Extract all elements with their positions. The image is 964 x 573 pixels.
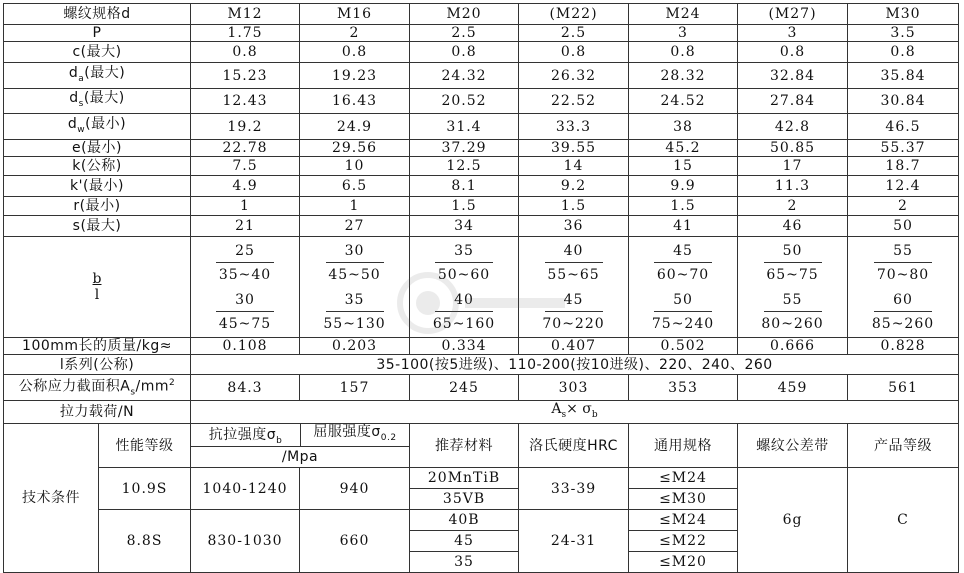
b-l-pair xyxy=(631,239,735,335)
b-l-fraction-2 xyxy=(302,292,407,333)
row-label-p xyxy=(4,25,191,42)
cell-k-prime-m22: 9.2 xyxy=(519,176,629,197)
cell-dw-m24: 38 xyxy=(629,114,738,140)
tolerance-value: 6g xyxy=(738,468,848,573)
b-l-fraction-1 xyxy=(521,243,626,284)
b-l-fraction-1 xyxy=(302,243,407,284)
cell-c-m20: 0.8 xyxy=(410,42,519,63)
material-item: 45 xyxy=(410,531,518,552)
tech-header-product-grade: 产品等级 xyxy=(848,424,959,468)
cell-ds-m30: 30.84 xyxy=(848,89,959,114)
row-label-subscript: w xyxy=(77,124,86,135)
cell-p-m22: 2.5 xyxy=(519,25,629,42)
row-label-stress-area xyxy=(4,375,191,401)
b-l-pair xyxy=(740,239,845,335)
strength-subheaders xyxy=(191,424,409,447)
formula-a-subscript: s xyxy=(561,410,567,421)
row-label-symbol: d xyxy=(67,115,78,132)
stress-area-unit: /mm xyxy=(135,378,170,395)
b-l-fraction-2 xyxy=(521,292,626,333)
l-range: 55~130 xyxy=(323,316,386,332)
cell-s-m12: 21 xyxy=(191,216,300,237)
row-label-k-prime xyxy=(4,176,191,197)
row-label-s xyxy=(4,216,191,237)
tech-header-spec: 通用规格 xyxy=(629,424,738,468)
b-l-fraction-2 xyxy=(631,292,735,333)
cell-k-prime-m27: 11.3 xyxy=(738,176,848,197)
yield-strength-header xyxy=(301,424,409,449)
cell-s-m20: 34 xyxy=(410,216,519,237)
yield-subscript: 0.2 xyxy=(380,433,397,444)
row-label-qualifier: (最小) xyxy=(83,178,124,194)
cell-mass-m27: 0.666 xyxy=(738,338,848,355)
cell-e-m30: 55.37 xyxy=(848,140,959,157)
material-item: 35 xyxy=(454,554,474,571)
l-label: l xyxy=(94,287,100,303)
row-label-tensile-load: 拉力载荷/N xyxy=(4,401,191,424)
l-range: 65~160 xyxy=(432,316,496,332)
material-item: 35VB xyxy=(442,491,486,508)
row-label-mass: 100mm长的质量/kg≈ xyxy=(4,338,191,355)
cell-ds-m22: 22.52 xyxy=(519,89,629,114)
b-l-fraction-1 xyxy=(740,243,845,284)
tensile-label: 抗拉强度σ xyxy=(208,427,277,444)
cell-ds-m12: 12.43 xyxy=(191,89,300,114)
l-range: 60~70 xyxy=(656,267,710,283)
stress-area-label-text: 公称应力截面积A xyxy=(18,378,131,395)
row-label-l-series: l系列(公称) xyxy=(4,355,191,375)
row-label-symbol: k xyxy=(72,158,81,174)
cell-b-l-m22 xyxy=(519,237,629,338)
cell-c-m27: 0.8 xyxy=(738,42,848,63)
cell-mass-m16: 0.203 xyxy=(300,338,410,355)
cell-da-m16: 19.23 xyxy=(300,63,410,89)
spec-item: ≤M20 xyxy=(659,554,707,571)
b-l-pair xyxy=(302,239,407,335)
cell-s-m30: 50 xyxy=(848,216,959,237)
tech-header-grade: 性能等级 xyxy=(99,424,191,468)
cell-area-m22: 303 xyxy=(519,375,629,401)
row-label-e xyxy=(4,140,191,157)
cell-dw-m12: 19.2 xyxy=(191,114,300,140)
b-l-fraction-1 xyxy=(193,243,297,284)
row-c xyxy=(4,42,959,63)
cell-k-prime-m12: 4.9 xyxy=(191,176,300,197)
cell-k-m27: 17 xyxy=(738,157,848,176)
b-value: 30 xyxy=(216,292,274,312)
row-label-qualifier: (最大) xyxy=(84,64,126,81)
cell-e-m12: 22.78 xyxy=(191,140,300,157)
row-label-symbol: s xyxy=(72,218,81,234)
cell-area-m16: 157 xyxy=(300,375,410,401)
tech-header-hardness: 洛氏硬度HRC xyxy=(519,424,629,468)
cell-k-prime-m24: 9.9 xyxy=(629,176,738,197)
row-label-symbol: e xyxy=(71,140,82,156)
hardness-value: 33-39 xyxy=(519,468,629,510)
yield-label: 屈服强度σ xyxy=(313,424,381,441)
cell-k-m22: 14 xyxy=(519,157,629,176)
tech-header-strength xyxy=(191,424,410,468)
row-label-subscript: s xyxy=(78,98,84,109)
cell-ds-m24: 24.52 xyxy=(629,89,738,114)
cell-r-m22: 1.5 xyxy=(519,197,629,216)
row-stress-area xyxy=(4,375,959,401)
row-label-subscript: a xyxy=(78,73,85,84)
cell-dw-m30: 46.5 xyxy=(848,114,959,140)
cell-e-m22: 39.55 xyxy=(519,140,629,157)
b-l-pair xyxy=(850,239,956,335)
row-label-ds xyxy=(4,89,191,114)
b-value: 25 xyxy=(216,243,274,263)
row-k xyxy=(4,157,959,176)
l-range: 75~240 xyxy=(651,316,715,332)
row-label-qualifier: (最大) xyxy=(83,90,125,107)
spec-list xyxy=(629,468,738,510)
l-range: 80~260 xyxy=(761,316,824,332)
b-value: 40 xyxy=(545,243,603,263)
cell-k-prime-m20: 8.1 xyxy=(410,176,519,197)
grade-value: 10.9S xyxy=(99,468,191,510)
cell-b-l-m16 xyxy=(300,237,410,338)
b-l-fraction-2 xyxy=(193,292,297,333)
row-tech-header xyxy=(4,424,959,468)
stress-area-subscript: s xyxy=(130,387,136,398)
cell-k-prime-m16: 6.5 xyxy=(300,176,410,197)
col-header-m12: M12 xyxy=(191,4,300,25)
cell-k-m24: 15 xyxy=(629,157,738,176)
cell-p-m30: 3.5 xyxy=(848,25,959,42)
b-value: 35 xyxy=(435,243,493,263)
material-list xyxy=(410,468,519,510)
b-l-fraction-1 xyxy=(631,243,735,284)
b-l-fraction-2 xyxy=(850,292,956,333)
yield-value: 660 xyxy=(300,510,410,573)
cell-b-l-m30 xyxy=(848,237,959,338)
cell-tensile-load-formula xyxy=(191,401,959,424)
cell-da-m30: 35.84 xyxy=(848,63,959,89)
tensile-value: 1040-1240 xyxy=(191,468,300,510)
row-label-qualifier: (最小) xyxy=(79,198,121,214)
b-value: 35 xyxy=(326,292,384,312)
cell-k-m30: 18.7 xyxy=(848,157,959,176)
cell-k-m16: 10 xyxy=(300,157,410,176)
cell-r-m20: 1.5 xyxy=(410,197,519,216)
row-label-da xyxy=(4,63,191,89)
cell-dw-m16: 24.9 xyxy=(300,114,410,140)
l-range: 45~75 xyxy=(218,316,272,332)
cell-dw-m20: 31.4 xyxy=(410,114,519,140)
row-label-symbol: d xyxy=(68,64,79,81)
cell-ds-m27: 27.84 xyxy=(738,89,848,114)
cell-p-m20: 2.5 xyxy=(410,25,519,42)
cell-dw-m22: 33.3 xyxy=(519,114,629,140)
row-label-qualifier: (最小) xyxy=(81,140,123,156)
row-label-r xyxy=(4,197,191,216)
l-range: 35~40 xyxy=(218,267,272,283)
b-value: 45 xyxy=(654,243,712,263)
spec-item: ≤M22 xyxy=(629,531,737,552)
l-range: 70~220 xyxy=(542,316,605,332)
row-label-k xyxy=(4,157,191,176)
l-range: 50~60 xyxy=(437,267,491,283)
b-value: 30 xyxy=(326,243,384,263)
l-range: 45~50 xyxy=(328,267,381,283)
material-item: 20MnTiB xyxy=(410,468,518,489)
b-value: 55 xyxy=(764,292,822,312)
cell-mass-m30: 0.828 xyxy=(848,338,959,355)
b-l-fraction-label xyxy=(6,271,188,303)
table-body xyxy=(4,4,959,573)
cell-ds-m16: 16.43 xyxy=(300,89,410,114)
cell-da-m27: 32.84 xyxy=(738,63,848,89)
cell-b-l-m27 xyxy=(738,237,848,338)
cell-dw-m27: 42.8 xyxy=(738,114,848,140)
cell-r-m30: 2 xyxy=(848,197,959,216)
col-header-m22: (M22) xyxy=(519,4,629,25)
cell-l-series-value: 35-100(按5进级)、110-200(按10进级)、220、240、260 xyxy=(191,355,959,375)
b-l-fraction-1 xyxy=(412,243,516,284)
b-l-fraction-2 xyxy=(412,292,516,333)
tech-header-material: 推荐材料 xyxy=(410,424,519,468)
material-item: 40B xyxy=(410,510,518,531)
cell-e-m27: 50.85 xyxy=(738,140,848,157)
col-header-m24: M24 xyxy=(629,4,738,25)
cell-k-m12: 7.5 xyxy=(191,157,300,176)
thread-spec-label: 螺纹规格d xyxy=(4,4,191,25)
cell-e-m20: 37.29 xyxy=(410,140,519,157)
row-label-symbol: d xyxy=(69,90,79,107)
col-header-m30: M30 xyxy=(848,4,959,25)
cell-ds-m20: 20.52 xyxy=(410,89,519,114)
cell-da-m20: 24.32 xyxy=(410,63,519,89)
cell-e-m24: 45.2 xyxy=(629,140,738,157)
cell-da-m22: 26.32 xyxy=(519,63,629,89)
bolt-spec-table xyxy=(3,3,959,573)
row-label-symbol: c xyxy=(72,44,81,60)
cell-r-m12: 1 xyxy=(191,197,300,216)
row-ds xyxy=(4,89,959,114)
cell-c-m16: 0.8 xyxy=(300,42,410,63)
l-range: 70~80 xyxy=(876,267,930,283)
cell-r-m27: 2 xyxy=(738,197,848,216)
cell-c-m12: 0.8 xyxy=(191,42,300,63)
cell-area-m24: 353 xyxy=(629,375,738,401)
cell-mass-m22: 0.407 xyxy=(519,338,629,355)
col-header-m16: M16 xyxy=(300,4,410,25)
product-grade-value: C xyxy=(848,468,959,573)
b-l-fraction-2 xyxy=(740,292,845,333)
spec-item: ≤M30 xyxy=(659,491,707,508)
row-mass xyxy=(4,338,959,355)
cell-area-m30: 561 xyxy=(848,375,959,401)
col-header-m27: (M27) xyxy=(738,4,848,25)
row-label-symbol: r xyxy=(73,198,80,214)
strength-unit: /Mpa xyxy=(281,449,319,466)
cell-c-m30: 0.8 xyxy=(848,42,959,63)
spec-table-container xyxy=(3,3,958,571)
row-s xyxy=(4,216,959,237)
cell-s-m22: 36 xyxy=(519,216,629,237)
row-tensile-load xyxy=(4,401,959,424)
cell-p-m27: 3 xyxy=(738,25,848,42)
cell-c-m22: 0.8 xyxy=(519,42,629,63)
row-label-qualifier: (公称) xyxy=(80,158,122,174)
b-l-pair xyxy=(521,239,626,335)
cell-p-m12: 1.75 xyxy=(191,25,300,42)
tensile-value: 830-1030 xyxy=(191,510,300,573)
cell-area-m27: 459 xyxy=(738,375,848,401)
cell-p-m16: 2 xyxy=(300,25,410,42)
cell-mass-m12: 0.108 xyxy=(191,338,300,355)
cell-area-m20: 245 xyxy=(410,375,519,401)
cell-da-m12: 15.23 xyxy=(191,63,300,89)
row-da xyxy=(4,63,959,89)
l-range: 65~75 xyxy=(766,267,819,283)
row-l-series xyxy=(4,355,959,375)
material-list xyxy=(410,510,519,573)
tech-header-tolerance: 螺纹公差带 xyxy=(738,424,848,468)
spec-list xyxy=(629,510,738,573)
cell-mass-m24: 0.502 xyxy=(629,338,738,355)
row-e xyxy=(4,140,959,157)
row-tech-grade-10-9s xyxy=(4,468,959,510)
hardness-value: 24-31 xyxy=(519,510,629,573)
row-b-over-l xyxy=(4,237,959,338)
row-label-qualifier: (最大) xyxy=(80,44,122,60)
cell-s-m27: 46 xyxy=(738,216,848,237)
formula-sigma-subscript: b xyxy=(591,410,598,421)
b-label: b xyxy=(92,271,102,287)
row-r xyxy=(4,197,959,216)
tensile-strength-header xyxy=(191,424,301,446)
cell-da-m24: 28.32 xyxy=(629,63,738,89)
row-label-c xyxy=(4,42,191,63)
b-value: 50 xyxy=(654,292,712,312)
tech-conditions-label: 技术条件 xyxy=(4,424,99,573)
cell-e-m16: 29.56 xyxy=(300,140,410,157)
b-value: 60 xyxy=(874,292,932,312)
row-label-symbol: P xyxy=(92,25,102,41)
cell-r-m24: 1.5 xyxy=(629,197,738,216)
b-value: 55 xyxy=(874,243,932,263)
cell-b-l-m12 xyxy=(191,237,300,338)
row-label-symbol: k' xyxy=(70,178,84,194)
row-label-b-l xyxy=(4,237,191,338)
row-label-dw xyxy=(4,114,191,140)
col-header-m20: M20 xyxy=(410,4,519,25)
cell-k-prime-m30: 12.4 xyxy=(848,176,959,197)
cell-r-m16: 1 xyxy=(300,197,410,216)
cell-b-l-m20 xyxy=(410,237,519,338)
cell-k-m20: 12.5 xyxy=(410,157,519,176)
yield-value: 940 xyxy=(300,468,410,510)
cell-s-m16: 27 xyxy=(300,216,410,237)
formula-a: A xyxy=(551,401,562,418)
b-l-pair xyxy=(412,239,516,335)
cell-area-m12: 84.3 xyxy=(191,375,300,401)
header-row xyxy=(4,4,959,25)
row-dw xyxy=(4,114,959,140)
b-l-fraction-1 xyxy=(850,243,956,284)
row-label-qualifier: (最小) xyxy=(85,115,127,132)
spec-item: ≤M24 xyxy=(629,468,737,489)
b-value: 40 xyxy=(435,292,493,312)
l-range: 85~260 xyxy=(871,316,935,332)
cell-s-m24: 41 xyxy=(629,216,738,237)
formula-times-sigma: × σ xyxy=(566,401,592,418)
row-label-qualifier: (最大) xyxy=(80,218,122,234)
b-value: 45 xyxy=(545,292,603,312)
spec-item: ≤M24 xyxy=(629,510,737,531)
row-p xyxy=(4,25,959,42)
cell-b-l-m24 xyxy=(629,237,738,338)
b-value: 50 xyxy=(764,243,822,263)
l-range: 55~65 xyxy=(547,267,600,283)
cell-mass-m20: 0.334 xyxy=(410,338,519,355)
row-k-prime xyxy=(4,176,959,197)
grade-value: 8.8S xyxy=(99,510,191,573)
tensile-subscript: b xyxy=(276,436,283,447)
b-l-pair xyxy=(193,239,297,335)
cell-p-m24: 3 xyxy=(629,25,738,42)
cell-c-m24: 0.8 xyxy=(629,42,738,63)
stress-area-superscript: 2 xyxy=(169,378,176,388)
